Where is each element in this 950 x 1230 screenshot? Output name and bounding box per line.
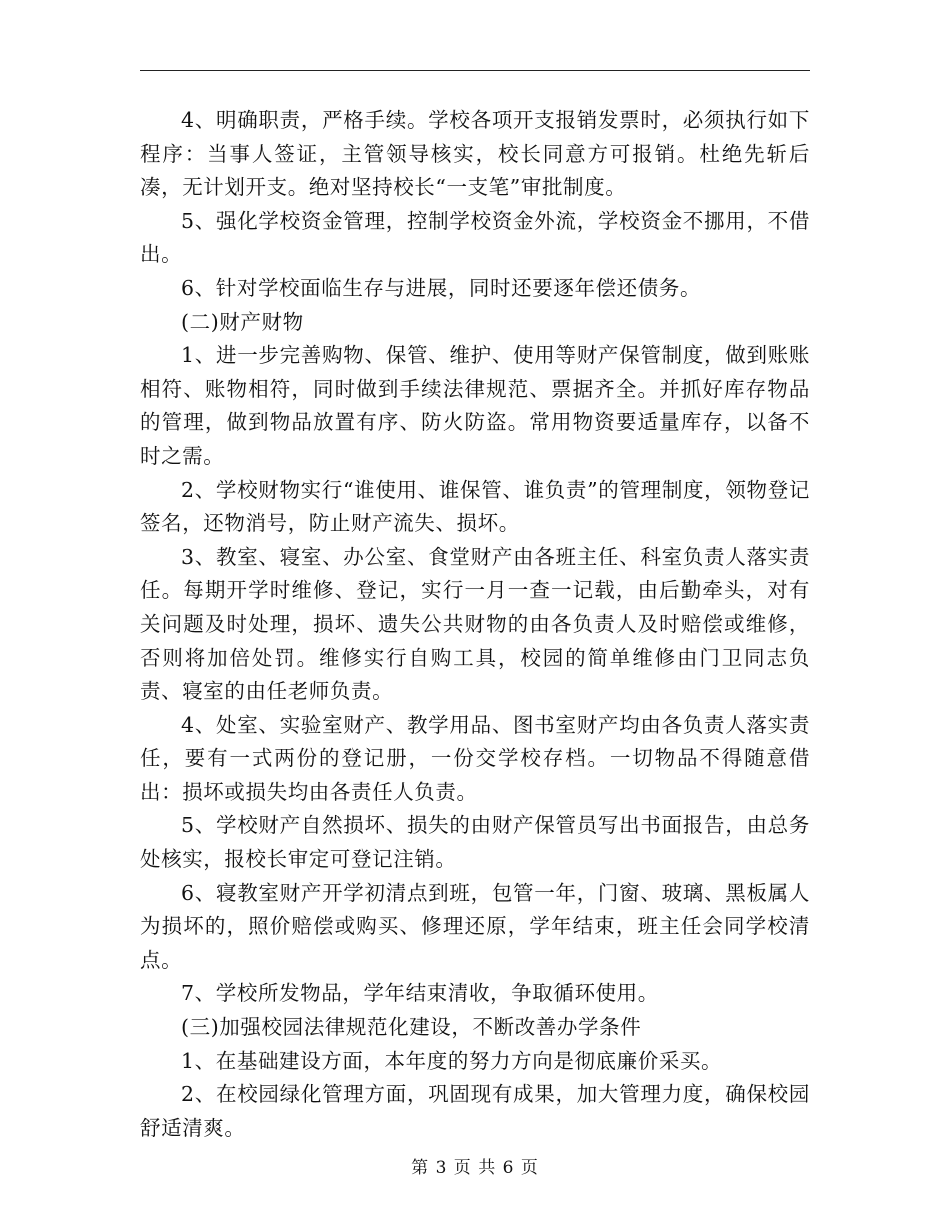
paragraph: 2、学校财物实行“谁使用、谁保管、谁负责”的管理制度，领物登记签名，还物消号，防止财产流失、损坏。: [140, 477, 810, 536]
paragraph: 4、明确职责，严格手续。学校各项开支报销发票时，必须执行如下程序：当事人签证，主管领导核实，校长同意方可报销。杜绝先斩后凑，无计划开支。绝对坚持校长“一支笔”审批制度。: [140, 108, 810, 200]
paragraph: 6、针对学校面临生存与进展，同时还要逐年偿还债务。: [181, 275, 702, 300]
paragraph: 5、强化学校资金管理，控制学校资金外流，学校资金不挪用，不借出。: [140, 208, 810, 267]
paragraph: 2、在校园绿化管理方面，巩固现有成果，加大管理力度，确保校园舒适清爽。: [140, 1082, 810, 1140]
page-number-footer: 第 3 页 共 6 页: [411, 1158, 539, 1178]
paragraph: 6、寝教室财产开学初清点到班，包管一年，门窗、玻璃、黑板属人为损坏的，照价赔偿或购买、修理还原，学年结束，班主任会同学校清点。: [140, 880, 810, 972]
paragraph: 4、处室、实验室财产、教学用品、图书室财产均由各负责人落实责任，要有一式两份的登记册，一份交学校存档。一切物品不得随意借出：损坏或损失均由各责任人负责。: [140, 712, 810, 804]
section-heading: (三)加强校园法律规范化建设，不断改善办学条件: [181, 1015, 642, 1040]
paragraph: 7、学校所发物品，学年结束清收，争取循环使用。: [181, 981, 659, 1006]
paragraph: 1、在基础建设方面，本年度的努力方向是彻底廉价采买。: [181, 1048, 723, 1073]
document-body: [140, 104, 810, 1145]
paragraph: 3、教室、寝室、办公室、食堂财产由各班主任、科室负责人落实责任。每期开学时维修、登记，实行一月一查一记载，由后勤牵头，对有关问题及时处理，损坏、遗失公共财物的由各负责人及时赔偿或维修，否则将加倍处罚。维修实行自购工具，校园的简单维修由门卫同志负责、寝室的由任老师负责。: [140, 544, 810, 704]
section-heading: (二)财产财物: [181, 309, 304, 334]
header-rule: [140, 70, 810, 71]
paragraph: 5、学校财产自然损坏、损失的由财产保管员写出书面报告，由总务处核实，报校长审定可登记注销。: [140, 813, 810, 872]
paragraph: 1、进一步完善购物、保管、维护、使用等财产保管制度，做到账账相符、账物相符，同时做到手续法律规范、票据齐全。并抓好库存物品的管理，做到物品放置有序、防火防盗。常用物资要适量库存，以备不时之需。: [140, 343, 810, 468]
